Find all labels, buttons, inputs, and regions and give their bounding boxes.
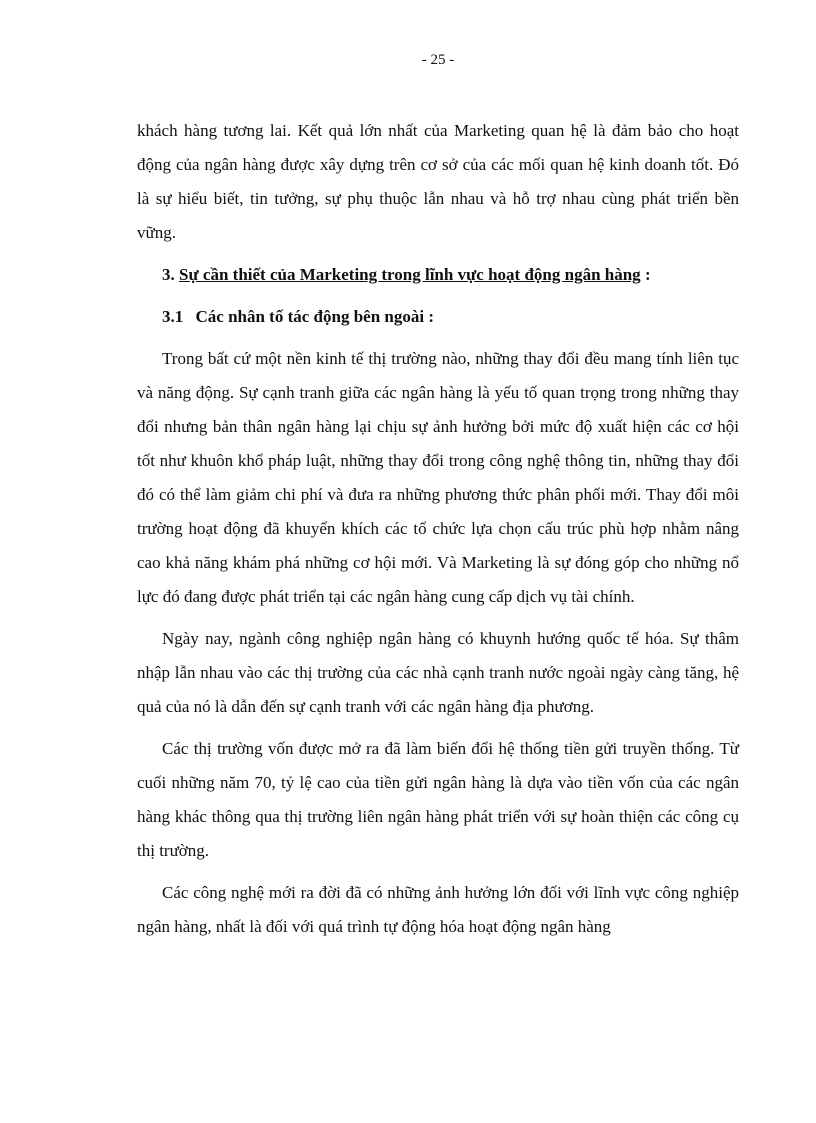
intro-paragraph: khách hàng tương lai. Kết quả lớn nhất của Marketing quan hệ là đảm bảo cho hoạt động của ngân hàng được xây dựng trên cơ sở của các mối quan hệ kinh doanh tốt. Đó là sự hiểu biết, tin tưởng, sự phụ thuộc lẫn nhau và hỗ trợ nhau cùng phát triển bền vững.	[137, 121, 739, 242]
section-3-1-heading	[137, 300, 739, 334]
section-3-title: Sự cần thiết của Marketing trong lĩnh vực hoạt động ngân hàng	[179, 265, 641, 284]
section-3-suffix: :	[640, 265, 651, 284]
body-paragraph: Các công nghệ mới ra đời đã có những ảnh hưởng lớn đối với lĩnh vực công nghiệp ngân hàng, nhất là đối với quá trình tự động hóa hoạt động ngân hàng	[137, 883, 739, 936]
body-paragraph: Ngày nay, ngành công nghiệp ngân hàng có khuynh hướng quốc tế hóa. Sự thâm nhập lẫn nhau vào các thị trường của các nhà cạnh tranh nước ngoài ngày càng tăng, hệ quả của nó là dẫn đến sự cạnh tranh với các ngân hàng địa phương.	[137, 629, 739, 716]
section-3-heading	[137, 258, 739, 292]
section-3-1-title: Các nhân tố tác động bên ngoài :	[195, 307, 435, 326]
section-3-number: 3.	[162, 265, 175, 284]
body-paragraph: Trong bất cứ một nền kinh tế thị trường nào, những thay đổi đều mang tính liên tục và năng động. Sự cạnh tranh giữa các ngân hàng là yếu tố quan trọng trong những thay đổi nhưng bản thân ngân hàng lại chịu sự ảnh hưởng bởi mức độ xuất hiện các cơ hội tốt như khuôn khổ pháp luật, những thay đổi trong công nghệ thông tin, những thay đổi đó có thể làm giảm chi phí và đưa ra những phương thức phân phối mới. Thay đổi môi trường hoạt động đã khuyến khích các tổ chức lựa chọn cấu trúc phù hợp nhằm nâng cao khả năng khám phá những cơ hội mới. Và Marketing là sự đóng góp cho những nổ lực đó đang được phát triển tại các ngân hàng cung cấp dịch vụ tài chính.	[137, 349, 739, 606]
page-number: - 25 -	[421, 52, 455, 68]
document-body	[137, 114, 739, 952]
section-3-1-number: 3.1	[162, 307, 184, 326]
body-paragraph: Các thị trường vốn được mở ra đã làm biến đổi hệ thống tiền gửi truyền thống. Từ cuối những năm 70, tỷ lệ cao của tiền gửi ngân hàng là dựa vào tiền vốn của các ngân hàng khác thông qua thị trường liên ngân hàng phát triển với sự hoàn thiện các công cụ thị trường.	[137, 739, 739, 860]
